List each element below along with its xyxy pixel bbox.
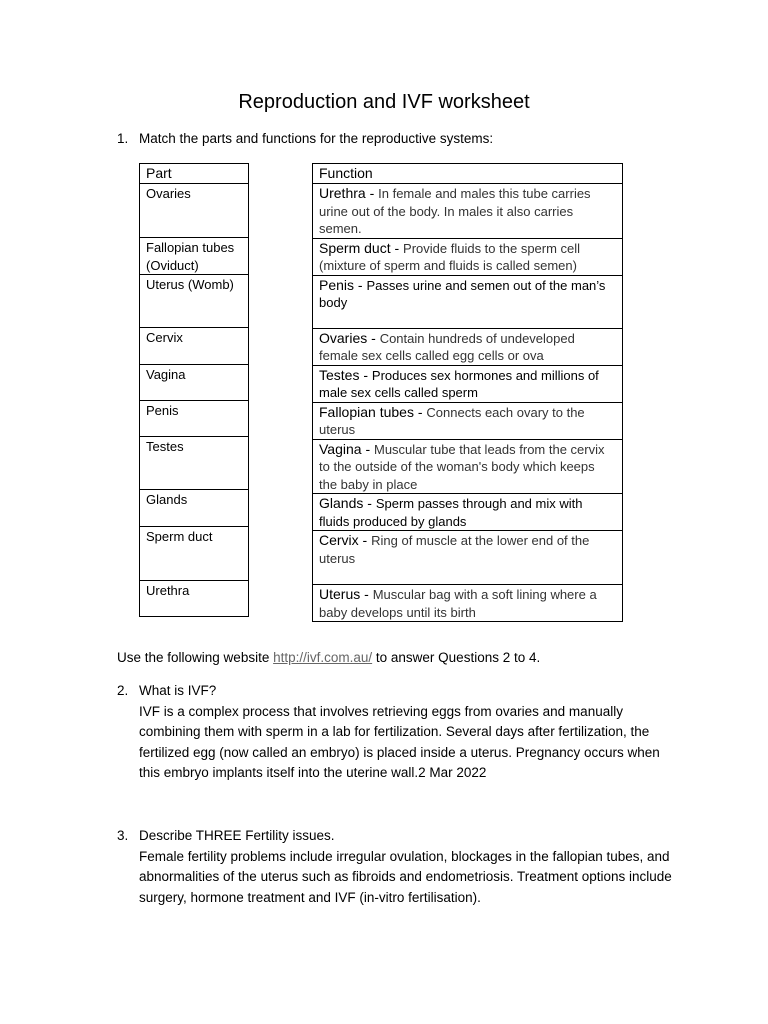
function-desc: Produces sex hormones and millions of male sex cells called sperm — [319, 367, 599, 400]
part-cell: Penis — [140, 401, 249, 437]
website-text-before: Use the following website — [117, 650, 274, 665]
part-cell: Ovaries — [140, 184, 249, 238]
part-cell: Glands — [140, 490, 249, 527]
part-cell: Testes — [140, 437, 249, 490]
function-name: Uterus - — [319, 586, 373, 602]
function-name: Vagina - — [319, 440, 374, 457]
question-3 — [117, 826, 679, 908]
website-text-after: to answer Questions 2 to 4. — [372, 650, 541, 665]
part-cell: Vagina — [140, 365, 249, 401]
function-desc: Contain hundreds of undeveloped female sex cells called egg cells or ova — [319, 330, 575, 363]
function-cell — [313, 494, 623, 531]
part-cell: Cervix — [140, 328, 249, 365]
function-cell — [313, 275, 623, 328]
part-cell: Urethra — [140, 581, 249, 617]
function-name: Glands - — [319, 495, 376, 511]
function-cell — [313, 238, 623, 275]
question-text: Describe THREE Fertility issues. — [139, 828, 335, 843]
question-2 — [117, 681, 679, 784]
part-cell: Fallopian tubes (Oviduct) — [140, 238, 249, 275]
function-desc: Provide fluids to the sperm cell (mixture of sperm and fluids is called semen) — [319, 240, 581, 273]
part-cell: Uterus (Womb) — [140, 275, 249, 328]
functions-header: Function — [313, 164, 623, 184]
function-cell — [313, 439, 623, 494]
question-number: 1. — [117, 131, 129, 146]
function-desc: Ring of muscle at the lower end of the uterus — [319, 533, 590, 566]
function-desc: Connects each ovary to the uterus — [319, 404, 585, 437]
function-cell — [313, 328, 623, 365]
function-cell — [313, 365, 623, 402]
function-desc: In female and males this tube carries urine out of the body. In males it also carries semen. — [319, 186, 591, 236]
parts-header: Part — [140, 164, 249, 184]
function-desc: Passes urine and semen out of the man’s body — [319, 277, 606, 310]
question-number: 3. — [117, 828, 129, 843]
function-desc: Muscular bag with a soft lining where a baby develops until its birth — [319, 587, 597, 620]
question-text: What is IVF? — [139, 683, 217, 698]
page-title: Reproduction and IVF worksheet — [238, 91, 530, 113]
function-cell — [313, 585, 623, 622]
function-cell — [313, 402, 623, 439]
function-name: Cervix - — [319, 532, 372, 548]
function-cell — [313, 531, 623, 585]
parts-table — [139, 163, 249, 617]
function-name: Sperm duct - — [319, 239, 404, 256]
answer-text: IVF is a complex process that involves retrieving eggs from ovaries and manually combining them with sperm in a lab for fertilization. Several days after fertilization, the fertilized egg (now called an embryo) is placed inside a uterus. Pregnancy occurs when this embryo implants itself into the uterine wall.2 Mar 2022 — [139, 703, 660, 780]
answer-text: Female fertility problems include irregular ovulation, blockages in the fallopian tubes, and abnormalities of the uterus such as fibroids and endometriosis. Treatment options include surgery, hormone treatment and IVF (in-vitro fertilisation). — [139, 848, 672, 905]
function-name: Penis - — [319, 276, 367, 293]
functions-table — [312, 163, 623, 622]
function-cell — [313, 184, 623, 239]
question-text: Match the parts and functions for the reproductive systems: — [139, 131, 494, 146]
question-number: 2. — [117, 683, 129, 698]
function-name: Urethra - — [319, 185, 379, 201]
function-name: Fallopian tubes - — [319, 403, 427, 420]
function-name: Ovaries - — [319, 329, 380, 346]
function-desc: Sperm passes through and mix with fluids produced by glands — [319, 496, 583, 529]
website-instruction — [117, 649, 540, 667]
question-1 — [117, 130, 493, 148]
function-desc: Muscular tube that leads from the cervix to the outside of the woman's body which keeps the baby in place — [319, 441, 605, 492]
ivf-website-link[interactable]: http://ivf.com.au/ — [273, 650, 373, 665]
function-name: Testes - — [319, 366, 372, 383]
part-cell: Sperm duct — [140, 527, 249, 581]
